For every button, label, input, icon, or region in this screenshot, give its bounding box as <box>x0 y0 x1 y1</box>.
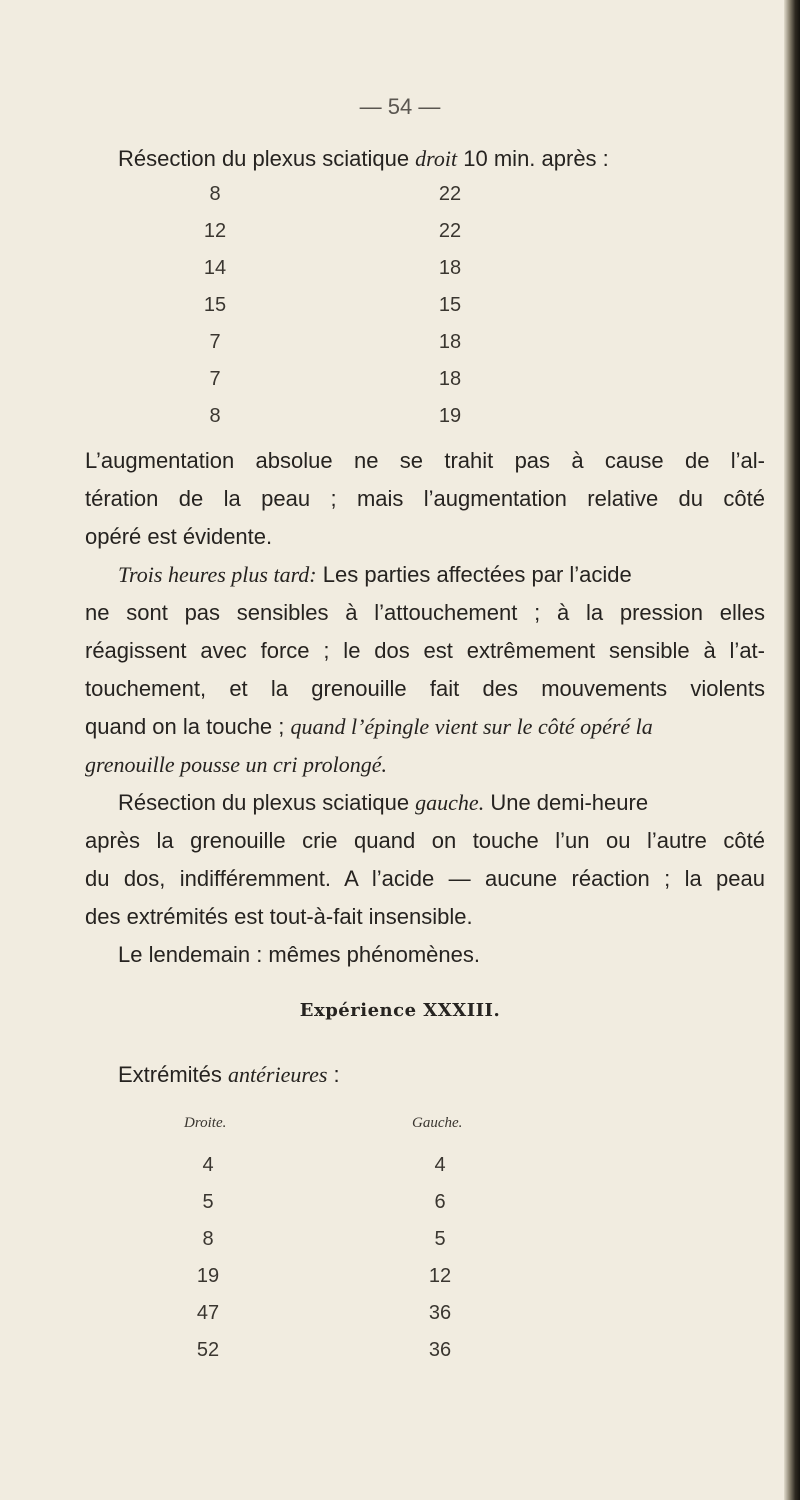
italic-text: quand l’épingle vient sur le côté opéré la <box>290 714 653 739</box>
column-header-gauche: Gauche. <box>412 1115 463 1131</box>
paragraph-line <box>118 561 632 589</box>
paragraph-line: grenouille pousse un cri prolongé. <box>85 752 388 777</box>
cell: 22 <box>438 183 462 205</box>
cell: 18 <box>438 331 462 353</box>
cell: 14 <box>203 257 227 279</box>
paragraph-line: réagissent avec force ; le dos est extrêmement sensible à l’at- <box>85 638 765 663</box>
paragraph-line: après la grenouille crie quand on touche l’un ou l’autre côté <box>85 828 765 853</box>
cell: 18 <box>438 257 462 279</box>
cell: 52 <box>196 1339 220 1361</box>
experience-intro <box>118 1061 340 1089</box>
text: Une demi-heure <box>484 790 649 815</box>
resection-droit-intro <box>118 145 609 173</box>
cell: 5 <box>202 1191 214 1213</box>
cell: 18 <box>438 368 462 390</box>
cell: 4 <box>202 1154 214 1176</box>
page-number: — 54 — <box>359 94 441 119</box>
paragraph-line: Le lendemain : mêmes phénomènes. <box>118 942 480 967</box>
cell: 12 <box>428 1265 452 1287</box>
cell: 36 <box>428 1339 452 1361</box>
cell: 5 <box>434 1228 446 1250</box>
cell: 6 <box>434 1191 446 1213</box>
cell: 47 <box>196 1302 220 1324</box>
intro-italic: droit <box>415 146 458 171</box>
text: : <box>327 1062 340 1087</box>
intro-text: Résection du plexus sciatique <box>118 146 416 171</box>
cell: 19 <box>438 405 462 427</box>
cell: 22 <box>438 220 462 242</box>
paragraph-line: touchement, et la grenouille fait des mouvements violents <box>85 676 765 701</box>
section-title: Expérience XXXIII. <box>299 1000 501 1021</box>
intro-text-end: 10 min. après : <box>457 146 609 171</box>
cell: 12 <box>203 220 227 242</box>
paragraph-line: L’augmentation absolue ne se trahit pas à cause de l’al- <box>85 448 765 473</box>
paragraph-line: du dos, indifféremment. A l’acide — aucune réaction ; la peau <box>85 866 765 891</box>
paragraph-line: opéré est évidente. <box>85 524 273 549</box>
column-header-droite: Droite. <box>184 1115 227 1131</box>
text: Les parties affectées par l’acide <box>316 562 632 587</box>
paragraph-line: tération de la peau ; mais l’augmentation relative du côté <box>85 486 765 511</box>
italic-text: Trois heures plus tard: <box>118 562 317 587</box>
paragraph-line <box>85 713 653 741</box>
cell: 7 <box>209 368 221 390</box>
text: Extrémités <box>118 1062 229 1087</box>
text: Résection du plexus sciatique <box>118 790 416 815</box>
italic-text: gauche. <box>415 790 485 815</box>
italic-text: antérieures <box>228 1062 328 1087</box>
paragraph-line: des extrémités est tout-à-fait insensible. <box>85 904 473 929</box>
cell: 8 <box>209 183 221 205</box>
page-edge-shadow <box>784 0 800 1500</box>
cell: 8 <box>202 1228 214 1250</box>
cell: 19 <box>196 1265 220 1287</box>
cell: 8 <box>209 405 221 427</box>
text: quand on la touche ; <box>85 714 291 739</box>
cell: 15 <box>203 294 227 316</box>
cell: 4 <box>434 1154 446 1176</box>
paragraph-line: ne sont pas sensibles à l’attouchement ; à la pression elles <box>85 600 765 625</box>
paragraph-line <box>118 789 648 817</box>
cell: 15 <box>438 294 462 316</box>
cell: 36 <box>428 1302 452 1324</box>
cell: 7 <box>209 331 221 353</box>
